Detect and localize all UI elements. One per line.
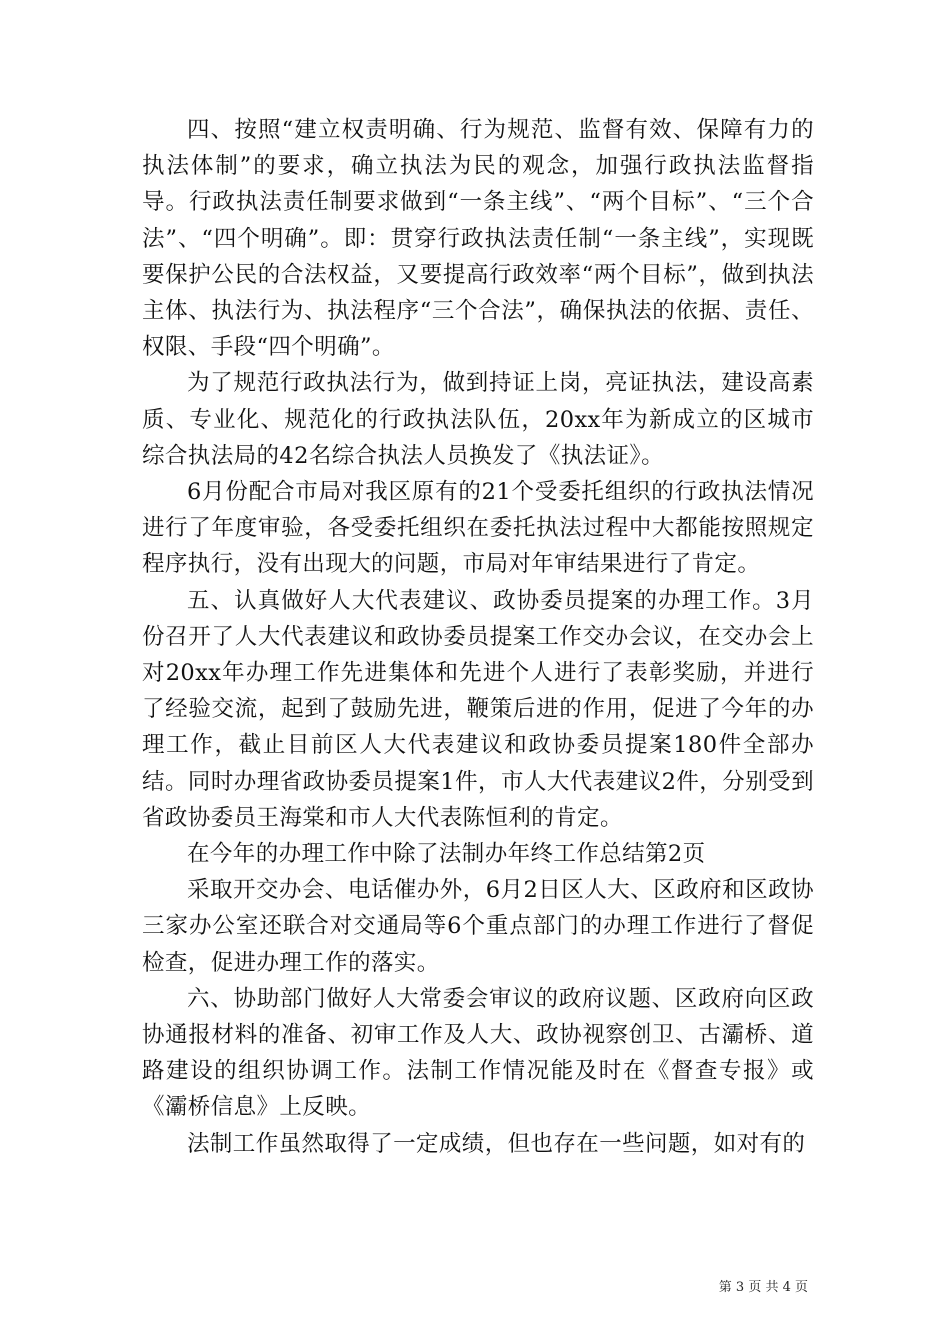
document-body bbox=[142, 112, 814, 1162]
page-number: 第 3 页 共 4 页 bbox=[718, 1280, 808, 1295]
paragraph-coordination: 六、协助部门做好人大常委会审议的政府议题、区政府向区政协通报材料的准备、初审工作及人大、政协视察创卫、古灞桥、道路建设的组织协调工作。法制工作情况能及时在《督查专报》或《灞桥信息》上反映。 bbox=[142, 985, 814, 1121]
paragraph-proposals: 五、认真做好人大代表建议、政协委员提案的办理工作。3月份召开了人大代表建议和政协委员提案工作交办会议，在交办会上对20xx年办理工作先进集体和先进个人进行了表彰奖励，并进行了经验交流，起到了鼓励先进，鞭策后进的作用，促进了今年的办理工作，截止目前区人大代表建议和政协委员提案180件全部办结。同时办理省政协委员提案1件，市人大代表建议2件，分别受到省政协委员王海棠和市人大代表陈恒利的肯定。 bbox=[142, 587, 814, 831]
paragraph-page-break-note: 在今年的办理工作中除了法制办年终工作总结第2页 bbox=[187, 841, 706, 868]
paragraph-annual-review: 6月份配合市局对我区原有的21个受委托组织的行政执法情况进行了年度审验，各受委托组织在委托执法过程中大都能按照规定程序执行，没有出现大的问题，市局对年审结果进行了肯定。 bbox=[142, 479, 814, 578]
paragraph-supervision: 采取开交办会、电话催办外，6月2日区人大、区政府和区政协三家办公室还联合对交通局等6个重点部门的办理工作进行了督促检查，促进办理工作的落实。 bbox=[142, 877, 814, 976]
paragraph-execution-system: 四、按照“建立权责明确、行为规范、监督有效、保障有力的执法体制”的要求，确立执法为民的观念，加强行政执法监督指导。行政执法责任制要求做到“一条主线”、“两个目标”、“三个合法”、“四个明确”。即：贯穿行政执法责任制“一条主线”，实现既要保护公民的合法权益，又要提高行政效率“两个目标”，做到执法主体、执法行为、执法程序“三个合法”，确保执法的依据、责任、权限、手段“四个明确”。 bbox=[142, 117, 814, 361]
paragraph-certificates: 为了规范行政执法行为，做到持证上岗，亮证执法，建设高素质、专业化、规范化的行政执法队伍，20xx年为新成立的区城市综合执法局的42名综合执法人员换发了《执法证》。 bbox=[142, 370, 814, 469]
paragraph-problems: 法制工作虽然取得了一定成绩，但也存在一些问题，如对有的 bbox=[187, 1130, 806, 1157]
